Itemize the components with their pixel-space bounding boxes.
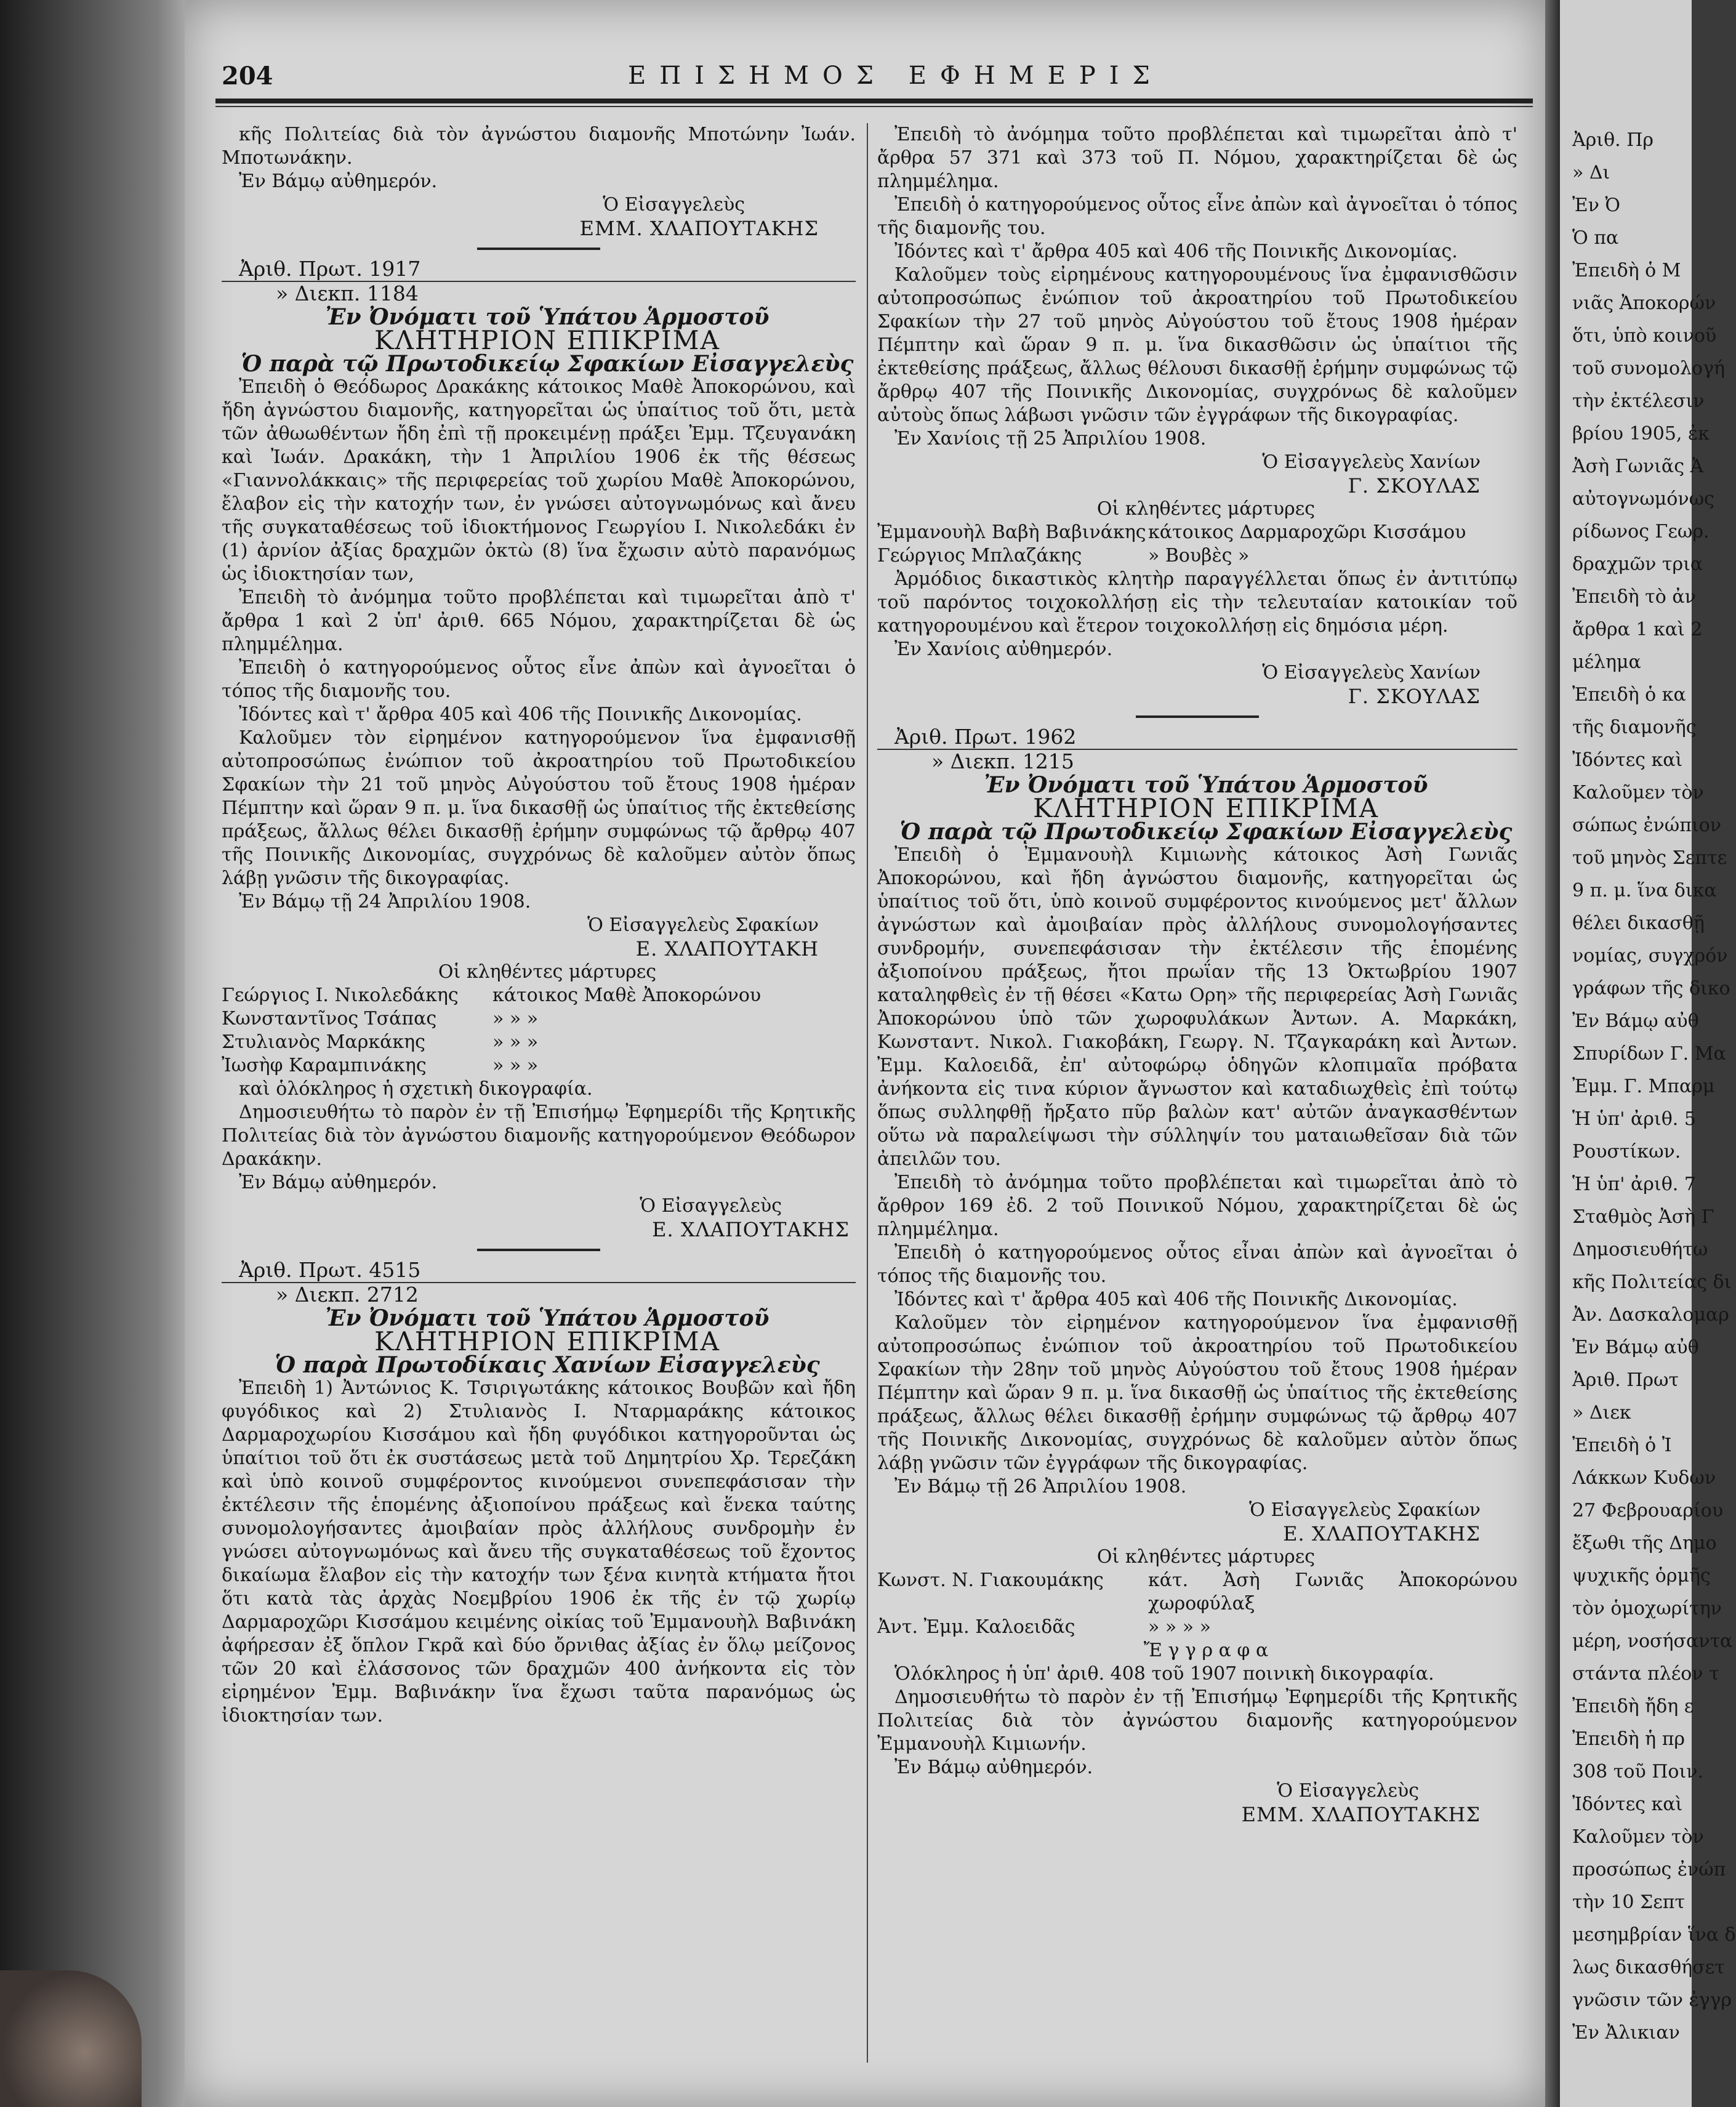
- witness-name: Ἰωσὴφ Καραμπινάκης: [222, 1055, 427, 1076]
- witness-row: [877, 521, 1517, 544]
- dispatch-number: » Διεκπ. 1215: [877, 749, 1517, 773]
- witness-name: Κωνσταντῖνος Τσάπας: [222, 1008, 437, 1029]
- paragraph: Ἐν Βάμῳ αὐθημερόν.: [239, 1172, 438, 1193]
- witness-detail: » » » »: [1148, 1616, 1212, 1638]
- section-separator: [477, 248, 600, 250]
- adjacent-page-text: Ἐπειδὴ ἤδη ε: [1572, 1696, 1694, 1717]
- documents-heading: Ἔ γ γ ρ α φ α: [1143, 1640, 1269, 1661]
- reference-number: Ἀριθ. Πρωτ. 1962: [894, 725, 1077, 749]
- dispatch-number: » Διεκπ. 2712: [222, 1282, 856, 1307]
- signature-title: Ὁ Εἰσαγγελεὺς Σφακίων: [1249, 1499, 1481, 1521]
- witness-row: [877, 544, 1517, 568]
- header-rule: [215, 99, 1533, 103]
- signature-title: Ὁ Εἰσαγγελεὺς: [603, 194, 745, 216]
- paragraph: Ἐν Βάμῳ τῇ 24 Ἀπριλίου 1908.: [239, 891, 531, 912]
- adjacent-page-text: μεσημβρίαν ἵνα δ: [1572, 1924, 1736, 1946]
- witness-detail: κάτοικος Μαθὲ Ἀποκορώνου: [492, 985, 762, 1006]
- adjacent-page-text: ὅτι, ὑπὸ κοινοῦ: [1572, 325, 1717, 347]
- paragraph: Ἐπειδὴ ὁ Θεόδωρος Δρακάκης κάτοικος Μαθὲ Ἀποκορώνου, καὶ ἤδη ἀγνώστου διαμονῆς, κατηγορεῖται ὡς ὑπαίτιος τοῦ ὅτι, μετὰ τῶν ἀθωωθέντων ἤδη ἐπὶ τῇ προκειμένῃ πράξει Ἐμμ. Τζευγανάκη καὶ Ἰωάν. Δρακάκη, τὴν 1 Ἀπριλίου 1906 ἐκ τῆς θέσεως «Γιαννολάκκαις» τῆς περιφερείας τοῦ χωρίου Μαθὲ Ἀποκορώνου, ἔλαβον εἰς τὴν κατοχήν των, ἐν γνώσει αὐτογνωμόνως καὶ ἄνευ τῆς συγκαταθέσεως τοῦ ἰδιοκτήμονος Γεωργίου Ι. Νικολεδάκι ἐν (1) ἀρνίον ἀξίας δραχμῶν ὀκτὼ (8) ἵνα ἔχωσιν αὐτὸ παρανόμως ὡς ἰδιοκτησίαν των,: [222, 376, 856, 585]
- witness-name: Γεώργιος Ι. Νικολεδάκης: [222, 985, 459, 1006]
- adjacent-page-text: μέλημα: [1572, 651, 1641, 673]
- adjacent-page-text: 9 π. μ. ἵνα δικα: [1572, 880, 1717, 901]
- paragraph: Ἀρμόδιος δικαστικὸς κλητὴρ παραγγέλλεται ὅπως ἐν ἀντιτύπῳ τοῦ παρόντος τοιχοκολλήσῃ εἰς τὴν τελευταίαν κατοικίαν τοῦ κατηγορουμένου καὶ ἕτερον τοιχοκολλήσῃ εἰς δημόσια μέρη.: [877, 568, 1517, 637]
- paragraph: Καλοῦμεν τὸν εἰρημένον κατηγορούμενον ἵνα ἐμφανισθῇ αὐτοπροσώπως ἐνώπιον τοῦ ἀκροατηρίου τοῦ Πρωτοδικείου Σφακίων τὴν 28ην τοῦ μηνὸς Αὐγούστου τοῦ ἔτους 1908 ἡμέραν Πέμπτην καὶ ὥραν 9 π. μ. ἵνα δικασθῇ ὡς ὑπαίτιος τῆς ἐκτεθείσης πράξεως, ἄλλως θέλει δικασθῇ ἐρήμην συμφώνως τῷ ἄρθρῳ 407 τῆς Ποινικῆς Δικονομίας, συγχρόνως δὲ καλοῦμεν αὐτὸν ὅπως λάβῃ γνῶσιν τῶν ἐγγράφων τῆς δικογραφίας.: [877, 1312, 1517, 1474]
- adjacent-page-text: Ἡ ὑπ' ἀριθ. 5: [1572, 1108, 1696, 1130]
- paragraph: Καλοῦμεν τοὺς εἰρημένους κατηγορουμένους ἵνα ἐμφανισθῶσιν αὐτοπροσώπως ἐνώπιον τοῦ ἀκροατηρίου τοῦ Πρωτοδικείου Σφακίων τὴν 27 τοῦ μηνὸς Αὐγούστου τοῦ ἔτους 1908 ἡμέραν Πέμπτην καὶ ὥραν 9 π. μ. ἵνα δικασθῶσιν ὡς ὑπαίτιοι τῆς ἐκτεθείσης πράξεως, ἄλλως θέλουσι δικασθῇ ἐρήμην συμφώνως τῷ ἄρθρῳ 407 τῆς Ποινικῆς Δικονομίας, συγχρόνως δὲ καλοῦμεν αὐτοὺς ὅπως λάβωσι γνῶσιν τῶν ἐγγράφων τῆς δικογραφίας.: [877, 264, 1517, 426]
- adjacent-page-text: Ἐπειδὴ ὁ Μ: [1572, 260, 1681, 281]
- paragraph: Δημοσιευθήτω τὸ παρὸν ἐν τῇ Ἐπισήμῳ Ἐφημερίδι τῆς Κρητικῆς Πολιτείας διὰ τὸν ἀγνώστου διαμονῆς κατηγορούμενον Θεόδωρον Δρακάκην.: [222, 1102, 856, 1170]
- adjacent-page-text: λως δικασθήσετ: [1572, 1957, 1725, 1978]
- dispatch-number: » Διεκπ. 1184: [222, 281, 856, 305]
- adjacent-page-text: ψυχικῆς ὁρμῆς: [1572, 1565, 1711, 1587]
- paragraph: Ἰδόντες καὶ τ' ἄρθρα 405 καὶ 406 τῆς Ποινικῆς Δικονομίας.: [894, 241, 1458, 262]
- adjacent-page-text: ρίδωνος Γεωρ.: [1572, 521, 1710, 542]
- adjacent-page-text: τὴν ἐκτέλεσιν: [1572, 390, 1705, 412]
- adjacent-page: [1560, 0, 1736, 2107]
- adjacent-page-text: θέλει δικασθῇ: [1572, 912, 1705, 934]
- notice-title: ΚΛΗΤΗΡΙΟΝ ΕΠΙΚΡΙΜΑ: [1033, 793, 1379, 823]
- witness-name: Ἀντ. Ἐμμ. Καλοειδᾶς: [877, 1616, 1075, 1638]
- header-rule-thin: [215, 106, 1533, 107]
- paragraph: Ἐν Χανίοις τῇ 25 Ἀπριλίου 1908.: [894, 428, 1207, 449]
- adjacent-page-text: τὴν 10 Σεπτ: [1572, 1891, 1686, 1913]
- adjacent-page-text: Ἐπειδὴ ὁ Ἰ: [1572, 1435, 1672, 1456]
- witness-heading: Οἱ κληθέντες μάρτυρες: [438, 961, 657, 983]
- running-title: ΕΠΙΣΗΜΟΣ ΕΦΗΜΕΡΙΣ: [628, 62, 1163, 90]
- adjacent-page-text: ἔξωθι τῆς Δημο: [1572, 1533, 1717, 1554]
- witness-detail: » » »: [492, 1008, 539, 1029]
- paragraph: Ἐπειδὴ τὸ ἀνόμημα τοῦτο προβλέπεται καὶ τιμωρεῖται ἀπὸ τ' ἄρθρα 1 καὶ 2 ὑπ' ἀριθ. 665 Νόμου, χαρακτηρίζεται δὲ ὡς πλημμέλημα.: [222, 587, 856, 655]
- signature-name: ΕΜΜ. ΧΛΑΠΟΥΤΑΚΗΣ: [1241, 1803, 1481, 1826]
- notice-title: ΚΛΗΤΗΡΙΟΝ ΕΠΙΚΡΙΜΑ: [374, 325, 720, 355]
- witness-name: Ἐμμανουὴλ Βαβὴ Βαβινάκης: [877, 522, 1146, 543]
- witness-row: [222, 1031, 856, 1054]
- paragraph: Ἐν Χανίοις αὐθημερόν.: [894, 639, 1113, 660]
- adjacent-page-text: αὐτογνωμόνως: [1572, 488, 1714, 510]
- paragraph: Ἐν Βάμῳ αὐθημερόν.: [239, 171, 438, 192]
- adjacent-page-text: στάντα πλέον τ: [1572, 1663, 1719, 1685]
- adjacent-page-text: Ἐπειδὴ τὸ ἀν: [1572, 586, 1696, 608]
- adjacent-page-text: τῆς διαμονῆς: [1572, 717, 1697, 738]
- section-separator: [477, 1249, 600, 1251]
- adjacent-page-text: γνῶσιν τῶν ἐγγρ: [1572, 1989, 1732, 2011]
- paragraph: Ἐπειδὴ ὁ κατηγορούμενος οὗτος εἶνε ἀπὼν καὶ ἀγνοεῖται ὁ τόπος τῆς διαμονῆς του.: [877, 194, 1517, 239]
- witness-name: Γεώργιος Μπλαζάκης: [877, 545, 1082, 566]
- adjacent-page-text: 308 τοῦ Ποιν.: [1572, 1761, 1703, 1783]
- witness-row: [222, 1007, 856, 1031]
- section-separator: [1136, 715, 1259, 718]
- adjacent-page-text: Ἡ ὑπ' ἀριθ. 7: [1572, 1174, 1696, 1195]
- adjacent-page-text: μέρη, νοσήσαντα: [1572, 1630, 1733, 1652]
- witness-detail: κάτοικος Δαρμαροχῶρι Κισσάμου: [1148, 522, 1466, 543]
- adjacent-page-text: τοῦ συνομολογή: [1572, 358, 1725, 379]
- paragraph: καὶ ὁλόκληρος ἡ σχετικὴ δικογραφία.: [239, 1078, 593, 1100]
- witness-name: Στυλιανὸς Μαρκάκης: [222, 1031, 425, 1053]
- adjacent-page-text: Ἰδόντες καὶ: [1572, 1794, 1683, 1815]
- notice-issuer: Ὁ παρὰ τῷ Πρωτοδικείῳ Σφακίων Εἰσαγγελεὺς: [899, 819, 1513, 845]
- reference-number: Ἀριθ. Πρωτ. 1917: [239, 257, 421, 281]
- paragraph: Ἐπειδὴ ὁ κατηγορούμενος οὗτος εἶνε ἀπὼν καὶ ἀγνοεῖται ὁ τόπος τῆς διαμονῆς του.: [222, 657, 856, 702]
- adjacent-page-text: Ἀν. Δασκαλομαρ: [1572, 1304, 1729, 1326]
- adjacent-page-text: Δημοσιευθήτω: [1572, 1239, 1708, 1260]
- paragraph: Καλοῦμεν τὸν εἰρημένον κατηγορούμενον ἵνα ἐμφανισθῇ αὐτοπροσώπως ἐνώπιον τοῦ ἀκροατηρίου τοῦ Πρωτοδικείου Σφακίων τὴν 21 τοῦ μηνὸς Αὐγούστου τοῦ ἔτους 1908 ἡμέραν Πέμπτην καὶ ὥραν 9 π. μ. ἵνα δικασθῇ ὡς ὑπαίτιος τῆς ἐκτεθείσης πράξεως, ἄλλως θέλει δικασθῇ ἐρήμην συμφώνως τῷ ἄρθρῳ 407 τῆς Ποινικῆς Δικονομίας, συγχρόνως δὲ καλοῦμεν αὐτὸν ὅπως λάβῃ γνῶσιν τῆς δικογραφίας.: [222, 727, 856, 889]
- adjacent-page-text: Ὁ πα: [1572, 227, 1619, 249]
- signature-name: ΕΜΜ. ΧΛΑΠΟΥΤΑΚΗΣ: [579, 217, 819, 240]
- adjacent-page-text: γράφων τῆς δικο: [1572, 978, 1730, 999]
- signature-title: Ὁ Εἰσαγγελεὺς Σφακίων: [587, 914, 819, 936]
- adjacent-page-text: προσώπως ἐνώπ: [1572, 1859, 1726, 1880]
- book-spine: [0, 0, 185, 2107]
- adjacent-page-text: 27 Φεβρουαρίου: [1572, 1500, 1724, 1521]
- paragraph: Ὁλόκληρος ἡ ὑπ' ἀριθ. 408 τοῦ 1907 ποινικὴ δικογραφία.: [894, 1663, 1434, 1685]
- left-column: [222, 123, 856, 1728]
- paragraph: Ἐν Βάμῳ αὐθημερόν.: [894, 1757, 1093, 1778]
- paragraph: Ἐπειδὴ 1) Ἀντώνιος Κ. Τσιριγωτάκης κάτοικος Βουβῶν καὶ ἤδη φυγόδικος καὶ 2) Στυλιανὸς Ι. Νταρμαράκης κάτοικος Δαρμαροχωρίου Κισσάμου καὶ ἤδη φυγόδικοι κατηγοροῦνται ὡς ὑπαίτιοι τοῦ ὅτι ἐκ συστάσεως μετὰ τοῦ Δημητρίου Χρ. Τερεζάκη καὶ ὑπὸ κοινοῦ συμφέροντος κινούμενοι συνεπεφάσισαν τὴν ἐκτέλεσιν τῆς ἑπομένης ἀξιοποίνου πράξεως καὶ ἕνεκα ταύτης συνομολογήσαντες ἀμοιβαίαν πρὸς ἀλλήλους συνδρομὴν ἐν γνώσει αὐτογνωμόνως καὶ ἄνευ τῆς συγκαταθέσεως τοῦ ἔχοντος δικαίωμα ἔλαβον εἰς τὴν κατοχήν των ξένα κινητὰ κτήματα ἤτοι ὅτι κατὰ τὰς ἀρχὰς Νοεμβρίου 1906 ἐκ τῆς ἐν τῷ χωρίῳ Δαρμαροχῶρι Κισσάμου κειμένης οἰκίας τοῦ Ἐμμανουὴλ Βαβινάκη ἀφήρεσαν ἐξ ὅπλον Γκρᾶ καὶ δύο ὄρνιθας ἀξίας ἐν ὅλῳ μείζονος τῶν 20 καὶ ἐλάσσονος τῶν δραχμῶν 400 ἀνήκοντα εἰς τὸν εἰρημένον Ἐμμ. Βαβινάκην ἵνα ἔχωσι ταῦτα παρανόμως ὡς ἰδιοκτησίαν των.: [222, 1377, 856, 1726]
- adjacent-page-text: κῆς Πολιτείας δι: [1572, 1271, 1732, 1293]
- paragraph: Ἐπειδὴ τὸ ἀνόμημα τοῦτο προβλέπεται καὶ τιμωρεῖται ἀπὸ τὸ ἄρθρον 169 ἐδ. 2 τοῦ Ποινικοῦ Νόμου, χαρακτηρίζεται δὲ ὡς πλημμέλημα.: [877, 1172, 1517, 1240]
- signature-name: Γ. ΣΚΟΥΛΑΣ: [1348, 474, 1481, 498]
- signature-title: Ὁ Εἰσαγγελεὺς: [1277, 1780, 1419, 1802]
- adjacent-page-text: Ἐπειδὴ ἡ πρ: [1572, 1728, 1686, 1750]
- right-column: [877, 123, 1517, 1826]
- signature-title: Ὁ Εἰσαγγελεὺς Χανίων: [1262, 662, 1481, 683]
- paragraph: Δημοσιευθήτω τὸ παρὸν ἐν τῇ Ἐπισήμῳ Ἐφημερίδι τῆς Κρητικῆς Πολιτείας διὰ τὸν ἀγνώστου διαμονῆς κατηγορούμενον Ἐμμανουὴλ Κιμιωνήν.: [877, 1686, 1517, 1755]
- adjacent-page-text: τοῦ μηνὸς Σεπτε: [1572, 847, 1727, 869]
- adjacent-page-text: Ρουστίκων.: [1572, 1141, 1681, 1162]
- witness-row: [877, 1569, 1517, 1616]
- witness-heading: Οἱ κληθέντες μάρτυρες: [1096, 1546, 1316, 1568]
- adjacent-page-text: σώπως ἐνώπιον: [1572, 815, 1722, 836]
- witness-detail: κάτ. Ἀσὴ Γωνιᾶς Ἀποκορώνου χωροφύλαξ: [1148, 1569, 1517, 1614]
- witness-detail: » Βουβὲς »: [1148, 545, 1250, 566]
- witness-detail: » » »: [492, 1055, 539, 1076]
- witness-name: Κωνστ. Ν. Γιακουμάκης: [877, 1569, 1104, 1591]
- witness-heading: Οἱ κληθέντες μάρτυρες: [1096, 498, 1316, 520]
- adjacent-page-text: Ἐν Ἀλικιαν: [1572, 2022, 1680, 2044]
- adjacent-page-text: Ἐμμ. Γ. Μπαρμ: [1572, 1076, 1715, 1097]
- newspaper-page: [185, 0, 1545, 2107]
- adjacent-page-text: Σπυρίδων Γ. Μα: [1572, 1043, 1726, 1065]
- notice-issuer: Ὁ παρὰ τῷ Πρωτοδικείῳ Σφακίων Εἰσαγγελεὺς: [241, 351, 854, 377]
- adjacent-page-text: Καλοῦμεν τὸν: [1572, 1826, 1704, 1848]
- witness-row: [222, 1054, 856, 1078]
- signature-name: Ε. ΧΛΑΠΟΥΤΑΚΗΣ: [1283, 1522, 1481, 1545]
- page-gutter: [1545, 0, 1560, 2107]
- adjacent-page-text: τὸν ὁμοχωρίτην: [1572, 1598, 1722, 1619]
- paragraph: Ἰδόντες καὶ τ' ἄρθρα 405 καὶ 406 τῆς Ποινικῆς Δικονομίας.: [894, 1289, 1458, 1310]
- signature-name: Γ. ΣΚΟΥΛΑΣ: [1348, 685, 1481, 708]
- adjacent-page-text: Ἀριθ. Πρωτ: [1572, 1369, 1679, 1391]
- paragraph: κῆς Πολιτείας διὰ τὸν ἀγνώστου διαμονῆς Μποτώνην Ἰωάν. Μποτωνάκην.: [222, 124, 856, 169]
- adjacent-page-text: Ἀσὴ Γωνιᾶς Ἀ: [1572, 456, 1704, 477]
- adjacent-page-text: νιᾶς Ἀποκορών: [1572, 292, 1716, 314]
- adjacent-page-text: Ἐπειδὴ ὁ κα: [1572, 684, 1686, 706]
- notice-title: ΚΛΗΤΗΡΙΟΝ ΕΠΙΚΡΙΜΑ: [374, 1326, 720, 1356]
- adjacent-page-text: » Δι: [1572, 162, 1610, 183]
- adjacent-page-text: βρίου 1905, ἐκ: [1572, 423, 1710, 445]
- reference-number: Ἀριθ. Πρωτ. 4515: [239, 1258, 421, 1282]
- paragraph: Ἰδόντες καὶ τ' ἄρθρα 405 καὶ 406 τῆς Ποινικῆς Δικονομίας.: [239, 704, 802, 725]
- paragraph: Ἐπειδὴ τὸ ἀνόμημα τοῦτο προβλέπεται καὶ τιμωρεῖται ἀπὸ τ' ἄρθρα 57 371 καὶ 373 τοῦ Π. Νόμου, χαρακτηρίζεται δὲ ὡς πλημμέλημα.: [877, 124, 1517, 192]
- witness-detail: » » »: [492, 1031, 539, 1053]
- signature-name: Ε. ΧΛΑΠΟΥΤΑΚΗ: [635, 937, 819, 961]
- page-number: 204: [222, 62, 273, 91]
- adjacent-page-text: Λάκκων Κυδων: [1572, 1467, 1716, 1489]
- adjacent-page-text: Ἰδόντες καὶ: [1572, 749, 1683, 771]
- witness-row: [222, 984, 856, 1007]
- adjacent-page-text: ἄρθρα 1 καὶ 2: [1572, 619, 1703, 640]
- adjacent-page-text: Σταθμὸς Ἀσὴ Γ: [1572, 1206, 1714, 1228]
- notice-invocation: Ἐν Ὀνόματι τοῦ Ὑπάτου Ἁρμοστοῦ: [325, 304, 770, 330]
- signature-title: Ὁ Εἰσαγγελεὺς Χανίων: [1262, 451, 1481, 473]
- adjacent-page-text: Ἀριθ. Πρ: [1572, 129, 1654, 151]
- adjacent-page-text: Καλοῦμεν τὸν: [1572, 782, 1704, 804]
- adjacent-page-text: δραχμῶν τρια: [1572, 554, 1703, 575]
- adjacent-page-text: Ἐν Βάμῳ αὐθ: [1572, 1337, 1699, 1358]
- signature-name: Ε. ΧΛΑΠΟΥΤΑΚΗΣ: [652, 1218, 850, 1241]
- adjacent-page-text: Ἐν Βάμῳ αὐθ: [1572, 1010, 1699, 1032]
- adjacent-page-text: Ἐν Ὀ: [1572, 195, 1620, 216]
- adjacent-page-text: νομίας, συγχρόν: [1572, 945, 1728, 967]
- paragraph: Ἐπειδὴ ὁ κατηγορούμενος οὗτος εἶναι ἀπὼν καὶ ἀγνοεῖται ὁ τόπος τῆς διαμονῆς του.: [877, 1242, 1517, 1287]
- signature-title: Ὁ Εἰσαγγελεὺς: [640, 1195, 782, 1217]
- paragraph: Ἐπειδὴ ὁ Ἐμμανουὴλ Κιμιωνὴς κάτοικος Ἀσὴ Γωνιᾶς Ἀποκορώνου, καὶ ἤδη ἀγνώστου διαμονῆς, κατηγορεῖται ὡς ὑπαίτιος τοῦ ὅτι, ὑπὸ κοινοῦ συμφέροντος κινούμενος μετ' ἄλλων ἀγνώστων καὶ ἀμοιβαίαν πρὸς ἀλλήλους συνομολογήσαντες συνδρομήν, συνεπεφάσισαν τὴν ἐκτέλεσιν τῆς ἑπομένης ἀξιοποίνου πράξεως, ἤτοι πρωΐαν τῆς 13 Ὀκτωβρίου 1907 καταληφθεὶς ἐν τῇ θέσει «Κατω Ορη» τῆς περιφερείας Ἀσὴ Γωνιᾶς Ἀποκορώνου ὑπὸ τῶν χωροφυλάκων Ἀντων. Α. Μαρκάκη, Κωνσταντ. Νικολ. Γιακοβάκη, Γεωργ. Ν. Τζαγκαράκη καὶ Ἀντων. Ἐμμ. Καλοειδᾶ, ἐπ' αὐτοφώρῳ ὁδηγῶν κλοπιμαῖα πρόβατα ἀνήκοντα εἰς τινα κύριον ἄγνωστον καὶ καταδιωχθεὶς ἐπὶ τούτῳ ὅπως συλληφθῇ ἤρξατο πῦρ βαλὼν κατ' αὐτῶν ἀναγκασθέντων οὕτω νὰ παραλείψωσι τὴν σύλληψίν του ματαιωθεῖσαν διὰ τῶν ἀπειλῶν του.: [877, 844, 1517, 1170]
- paragraph: Ἐν Βάμῳ τῇ 26 Ἀπριλίου 1908.: [894, 1476, 1187, 1497]
- witness-row: [877, 1616, 1517, 1639]
- adjacent-page-text: » Διεκ: [1572, 1402, 1631, 1424]
- notice-issuer: Ὁ παρὰ Πρωτοδίκαις Χανίων Εἰσαγγελεὺς: [275, 1352, 820, 1378]
- notice-invocation: Ἐν Ὀνόματι τοῦ Ὑπάτου Ἁρμοστοῦ: [325, 1305, 770, 1331]
- notice-invocation: Ἐν Ὀνόματι τοῦ Ὑπάτου Ἁρμοστοῦ: [984, 772, 1428, 798]
- column-divider: [867, 123, 868, 2063]
